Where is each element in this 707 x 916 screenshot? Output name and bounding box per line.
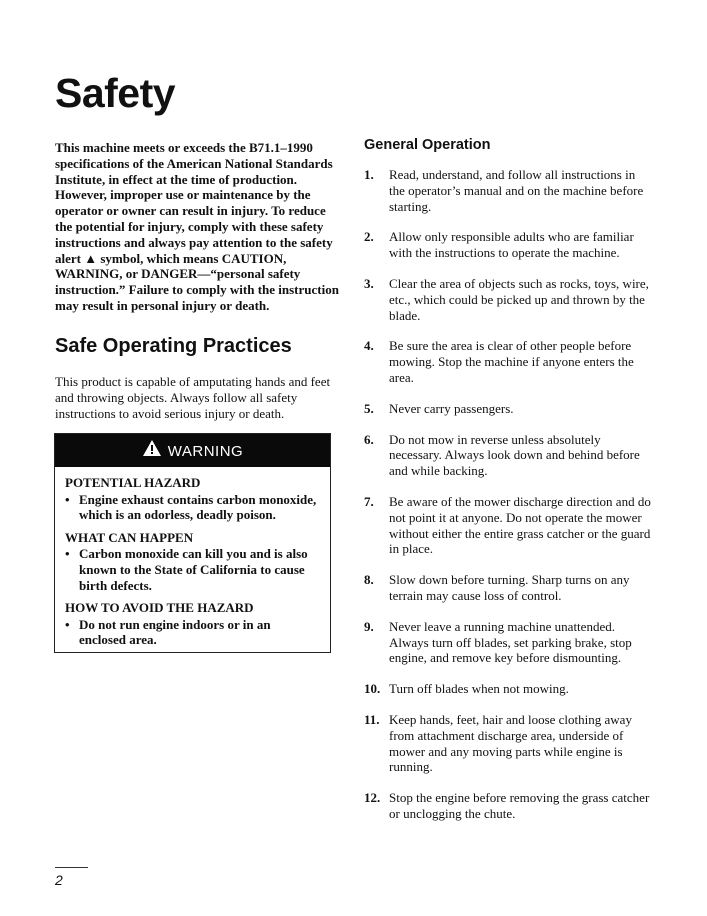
list-item-text: Read, understand, and follow all instructions in the operator’s manual and on the machine before starting.	[389, 167, 644, 214]
list-item-number: 6.	[364, 431, 374, 447]
list-item-text: Be aware of the mower discharge direction and do not point it at anyone. Do not operate the mower without either the entire grass catcher or the guard in place.	[389, 493, 651, 557]
list-item-text: Clear the area of objects such as rocks, toys, wire, etc., which could be picked up and thrown by the blade.	[389, 275, 649, 323]
warning-bullet-item	[65, 617, 320, 648]
list-item	[364, 432, 654, 479]
page-number: 2	[55, 872, 63, 888]
warning-section	[65, 600, 320, 648]
safety-alert-triangle-icon	[142, 439, 162, 462]
warning-section-heading: WHAT CAN HAPPEN	[65, 529, 194, 545]
warning-section-heading: HOW TO AVOID THE HAZARD	[65, 600, 254, 616]
list-item-text: Keep hands, feet, hair and loose clothing away from attachment discharge area, underside of mower and any moving parts while engine is running.	[389, 711, 632, 775]
bullet-icon: •	[65, 491, 70, 507]
list-item	[364, 619, 654, 666]
general-operation-heading: General Operation	[364, 137, 491, 153]
list-item-number: 10.	[364, 681, 381, 697]
warning-bullet-item	[65, 546, 320, 593]
warning-section	[65, 530, 320, 593]
list-item-number: 5.	[364, 400, 374, 416]
list-item-text: Never carry passengers.	[389, 400, 514, 416]
list-item-text: Stop the engine before removing the grass catcher or unclogging the chute.	[389, 790, 650, 821]
list-item-text: Be sure the area is clear of other people before mowing. Stop the machine if anyone enters the area.	[389, 338, 634, 385]
warning-header	[55, 434, 330, 467]
list-item	[364, 712, 654, 775]
safe-operating-practices-heading: Safe Operating Practices	[55, 335, 292, 357]
list-item-number: 1.	[364, 167, 374, 182]
warning-box	[54, 433, 331, 653]
list-item	[364, 276, 654, 323]
list-item-text: Turn off blades when not mowing.	[389, 681, 569, 697]
list-item	[364, 790, 654, 822]
list-item-number: 4.	[364, 338, 374, 354]
warning-section-heading: POTENTIAL HAZARD	[65, 475, 201, 490]
list-item-number: 11.	[364, 711, 380, 727]
page-title: Safety	[55, 70, 176, 116]
list-item-number: 3.	[364, 275, 374, 291]
list-item-number: 8.	[364, 572, 374, 588]
warning-bullet-text: Do not run engine indoors or in an enclosed area.	[79, 616, 271, 648]
list-item-text: Slow down before turning. Sharp turns on any terrain may cause loss of control.	[389, 572, 630, 603]
list-item-number: 7.	[364, 493, 374, 509]
warning-section	[65, 475, 320, 523]
bullet-icon: •	[65, 616, 70, 632]
list-item-number: 2.	[364, 229, 374, 245]
warning-bullet-text: Carbon monoxide can kill you and is also known to the State of California to cause birth defects.	[79, 546, 308, 593]
intro-paragraph: This machine meets or exceeds the B71.1–1990 specifications of the American National Standards Institute, in effect at the time of production. However, improper use or maintenance by the operator or owner can result in injury. To reduce the potential for injury, comply with these safety instructions and always pay attention to the safety alert ▲ symbol, which means CAUTION, WARNING, or DANGER—“personal safety instruction.” Failure to comply with the instruction may result in personal injury or death.	[55, 140, 339, 313]
warning-label: WARNING	[167, 443, 244, 460]
list-item	[364, 338, 654, 385]
list-item	[364, 401, 654, 417]
list-item	[364, 167, 654, 214]
list-item	[364, 572, 654, 604]
list-item	[364, 229, 654, 261]
list-item-number: 9.	[364, 618, 374, 634]
warning-body	[55, 467, 330, 648]
safe-operating-practices-text: This product is capable of amputating hands and feet and throwing objects. Always follow all safety instructions to avoid serious injury or death.	[55, 374, 331, 421]
general-operation-list	[364, 167, 654, 837]
bullet-icon: •	[65, 546, 70, 562]
list-item-number: 12.	[364, 790, 381, 806]
footer-rule	[55, 867, 88, 868]
list-item	[364, 681, 654, 697]
list-item-text: Do not mow in reverse unless absolutely necessary. Always look down and behind before and while backing.	[389, 431, 640, 479]
warning-bullet-text: Engine exhaust contains carbon monoxide, which is an odorless, deadly poison.	[79, 491, 317, 523]
list-item-text: Allow only responsible adults who are familiar with the instructions to operate the machine.	[389, 229, 634, 261]
list-item	[364, 494, 654, 557]
warning-bullet-item	[65, 492, 320, 523]
list-item-text: Never leave a running machine unattended. Always turn off blades, set parking brake, stop engine, and remove key before dismounting.	[389, 618, 632, 666]
